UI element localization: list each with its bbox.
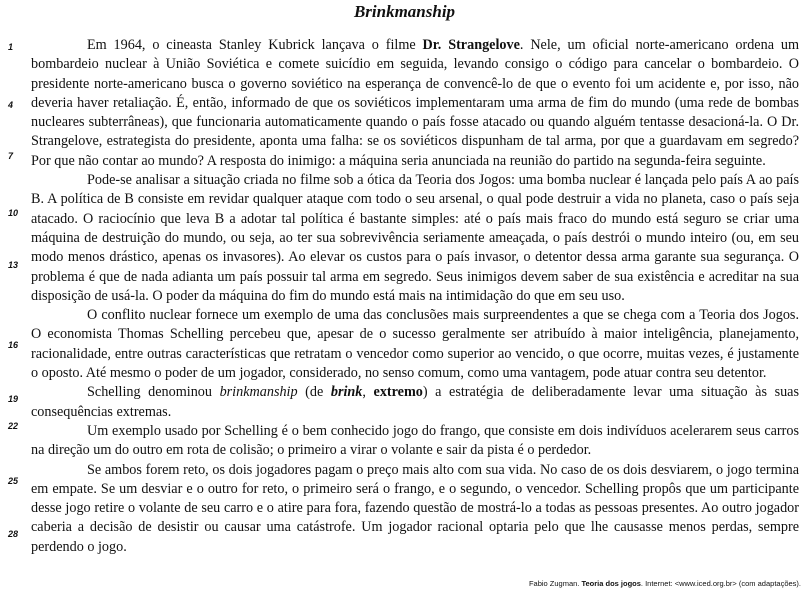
line-number: 16 bbox=[8, 340, 19, 350]
term-brink: brink bbox=[330, 384, 363, 401]
paragraph-5: Um exemplo usado por Schelling é o bem conhecido jogo do frango, que consiste em dois indivíduos acelerarem seus carros na direção um do outro em rota de colisão; o primeiro a virar o volante e sair da pista é o perdedor. bbox=[31, 422, 799, 459]
line-number: 1 bbox=[8, 42, 14, 52]
paragraph-1: Em 1964, o cineasta Stanley Kubrick lançava o filme Dr. Strangelove. Nele, um oficial norte-americano ordena um bombardeio nuclear à União Soviética e comete suicídio em seguida, levando consigo o código para cancelar o bombardeio. O presidente norte-americano busca o governo soviético na esperança de convencê-lo de que o evento foi um acidente e, por isso, não deveria haver retaliação. É, então, informado de que os soviéticos implementaram uma arma de fim do mundo (uma rede de bombas nucleares subterrâneas), que funcionaria automaticamente quando o país fosse atacado ou quando alguém tentasse desacioná-la. O Dr. Strangelove, estrategista do presidente, aponta uma falha: se os soviéticos dispunham de tal arma, por que a guardavam em segredo? Por que não contar ao mundo? A resposta do inimigo: a máquina seria anunciada na reunião do partido na segunda-feira seguinte. bbox=[31, 37, 799, 169]
paragraph-2: Pode-se analisar a situação criada no filme sob a ótica da Teoria dos Jogos: uma bomba nuclear é lançada pelo país A ao país B. A política de B consiste em revidar qualquer ataque com todo o seu arsenal, o qual pode destruir a vida no planeta, caso o país seja atacado. O raciocínio que leva B a adotar tal política é bastante simples: até o país mais fraco do mundo está seguro se criar uma máquina de destruição do mundo, ou seja, ao ter sua sobrevivência seriamente ameaçada, o país destrói o mundo inteiro (ou, em seu modo menos drástico, apenas os invasores). Ao elevar os custos para o país invasor, o detentor dessa arma garante sua segurança. O problema é que de nada adianta um país possuir tal arma em segredo. Seus inimigos devem saber de sua existência e acreditar na sua disposição de usá-la. O poder da máquina do fim do mundo está mais na intimidação do que em seu uso. bbox=[31, 172, 799, 304]
article-body bbox=[31, 36, 799, 557]
line-number: 10 bbox=[8, 208, 19, 218]
line-number: 19 bbox=[8, 394, 19, 404]
paragraph-6: Se ambos forem reto, os dois jogadores pagam o preço mais alto com sua vida. No caso de os dois desviarem, o jogo termina em empate. Se um desviar e o outro for reto, o primeiro será o frango, e o segundo, o vencedor. Schelling propôs que um participante desse jogo retire o volante de seu carro e o atire para fora, fazendo questão de mostrá-lo a todas as pessoas presentes. Ao outro jogador caberia a decisão de desistir ou causar uma catástrofe. Um jogador racional optaria pelo que lhe causasse menos perdas, sempre perdendo o jogo. bbox=[31, 461, 799, 555]
film-title: Dr. Strangelove bbox=[422, 37, 520, 53]
line-number: 22 bbox=[8, 421, 19, 431]
paragraph-4: Schelling denominou brinkmanship (de brink, extremo) a estratégia de deliberadamente levar uma situação às suas consequências extremas. bbox=[31, 384, 799, 420]
term-brinkmanship: brinkmanship bbox=[219, 384, 298, 401]
term-extremo: extremo bbox=[373, 384, 423, 401]
paragraph-3: O conflito nuclear fornece um exemplo de uma das conclusões mais surpreendentes a que se chega com a Teoria dos Jogos. O economista Thomas Schelling percebeu que, apesar de o sucesso geralmente ser atribuído à maior inteligência, planejamento, racionalidade, entre outras características que retratam o vencedor como superior ao vencido, o que ocorre, muitas vezes, é justamente o oposto. Até mesmo o poder de um jogador, considerado, no senso comum, como uma vantagem, pode atuar contra seu detentor. bbox=[31, 307, 799, 382]
source-citation: Fabio Zugman. Teoria dos jogos. Internet: <www.iced.org.br> (com adaptações). bbox=[528, 579, 801, 588]
source-work-title: Teoria dos jogos bbox=[581, 579, 641, 588]
line-number: 7 bbox=[8, 151, 14, 161]
page-title: Brinkmanship bbox=[353, 2, 456, 21]
line-number: 28 bbox=[8, 529, 19, 539]
line-number: 25 bbox=[8, 476, 19, 486]
line-number: 4 bbox=[8, 100, 14, 110]
line-number: 13 bbox=[8, 260, 19, 270]
